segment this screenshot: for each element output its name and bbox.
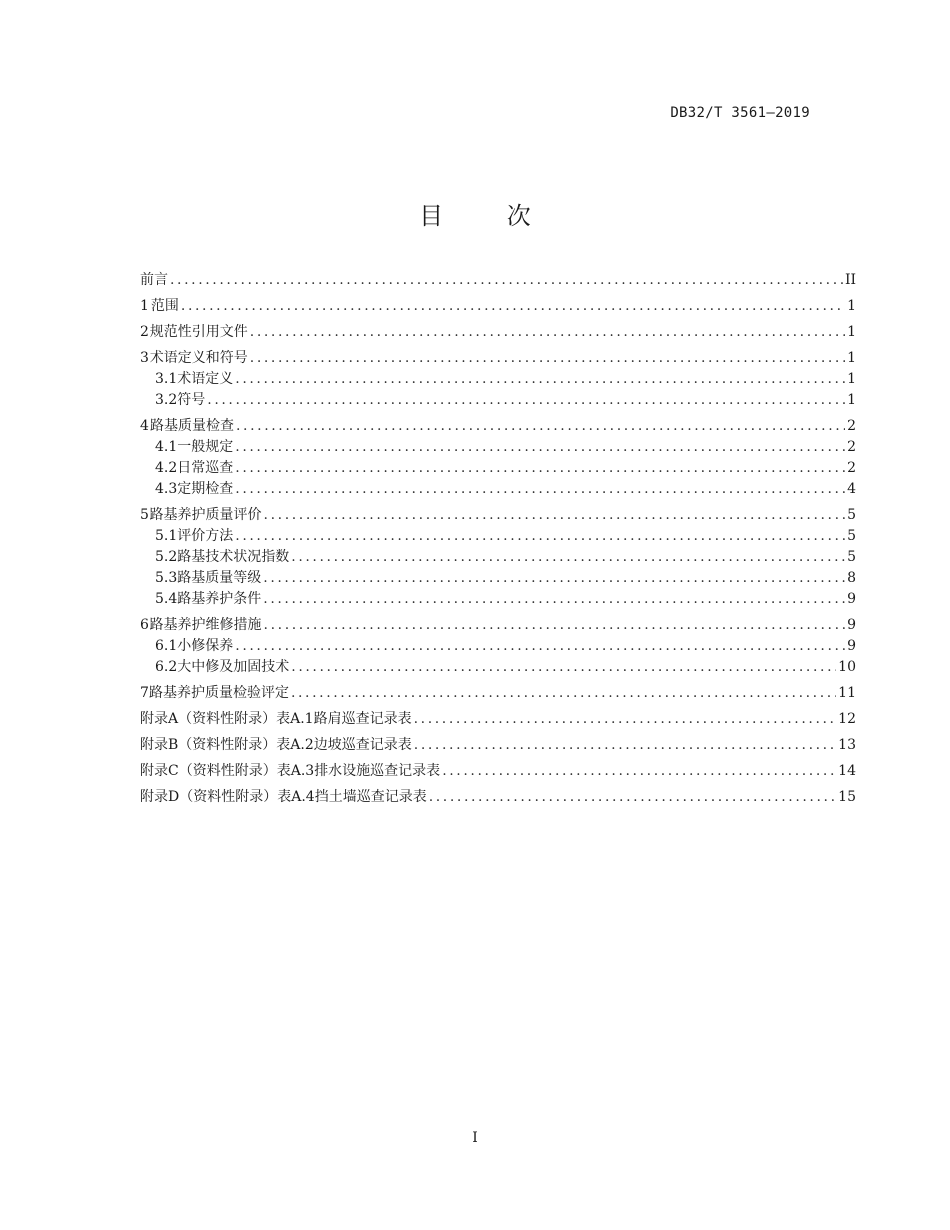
toc-entry-number: 4	[140, 418, 149, 434]
toc-entry-title: 定期检查	[177, 481, 234, 497]
toc-entry-title: 大中修及加固技术	[177, 659, 290, 675]
toc-entry-number: 6	[140, 617, 149, 633]
appendix-table-number: 表A.3	[276, 763, 315, 779]
toc-entry-number: 2	[140, 324, 149, 340]
dot-leader	[235, 458, 845, 479]
toc-entry-page: 5	[847, 549, 856, 565]
toc-entry-number: 1	[140, 298, 149, 314]
toc-entry[interactable]	[140, 296, 856, 317]
toc-entry-title: 前言	[140, 272, 168, 288]
appendix-label: 附录C（资料性附录）	[140, 763, 277, 779]
toc-entry-page: 9	[847, 638, 856, 654]
dot-leader	[429, 787, 836, 808]
toc-entry-number: 4.3	[155, 481, 178, 497]
toc-entry-page: 5	[847, 507, 856, 523]
toc-subentry[interactable]	[140, 568, 856, 589]
toc-entry-page: 8	[847, 570, 856, 586]
dot-leader	[264, 615, 846, 636]
appendix-page: 12	[838, 711, 856, 727]
toc-entry[interactable]	[140, 683, 856, 704]
toc-entry-title: 路基养护维修措施	[149, 617, 262, 633]
dot-leader	[250, 322, 845, 343]
appendix-title: 挡土墙巡查记录表	[314, 789, 427, 805]
toc-entry-title: 规范性引用文件	[149, 324, 248, 340]
dot-leader	[263, 589, 845, 610]
toc-entry-page: 1	[847, 350, 856, 366]
dot-leader	[414, 709, 837, 730]
toc-entry-number: 3.1	[155, 371, 178, 387]
toc-subentry[interactable]	[140, 589, 856, 610]
toc-entry-page: 9	[847, 617, 856, 633]
dot-leader	[291, 547, 845, 568]
dot-leader	[235, 526, 845, 547]
toc-entry-page: 11	[838, 685, 856, 701]
appendix-label: 附录B（资料性附录）	[140, 737, 277, 753]
toc-entry-title: 小修保养	[177, 638, 234, 654]
toc-subentry[interactable]	[140, 636, 856, 657]
toc-entry-number: 5.3	[155, 570, 178, 586]
toc-entry-page: 2	[847, 439, 856, 455]
dot-leader	[291, 657, 836, 678]
appendix-title: 路肩巡查记录表	[313, 711, 412, 727]
dot-leader	[235, 369, 845, 390]
appendix-page: 15	[838, 789, 856, 805]
toc-entry-title: 一般规定	[177, 439, 234, 455]
toc-subentry[interactable]	[140, 547, 856, 568]
toc-entry-title: 路基养护质量检验评定	[148, 685, 289, 701]
toc-appendix-entry[interactable]	[140, 735, 856, 756]
appendix-label: 附录A（资料性附录）	[140, 711, 277, 727]
dot-leader	[414, 735, 836, 756]
toc-entry[interactable]	[140, 348, 856, 369]
table-of-contents	[140, 270, 856, 808]
appendix-table-number: 表A.4	[277, 789, 315, 805]
toc-entry-number: 3.2	[155, 392, 178, 408]
toc-subentry[interactable]	[140, 526, 856, 547]
toc-entry-page: 1	[847, 324, 856, 340]
toc-entry-title: 日常巡查	[177, 460, 234, 476]
page-number: I	[472, 1130, 478, 1146]
toc-appendix-entry[interactable]	[140, 709, 856, 730]
toc-entry-number: 3	[140, 350, 149, 366]
dot-leader	[236, 416, 845, 437]
toc-entry[interactable]	[140, 322, 856, 343]
toc-subentry[interactable]	[140, 657, 856, 678]
dot-leader	[264, 505, 846, 526]
toc-appendix-entry[interactable]	[140, 787, 856, 808]
toc-heading: 目 次	[419, 202, 559, 230]
toc-entry-number: 7	[140, 685, 149, 701]
appendix-table-number: 表A.2	[276, 737, 314, 753]
toc-entry-page: 1	[847, 392, 856, 408]
toc-subentry[interactable]	[140, 437, 856, 458]
toc-entry-page: 10	[838, 659, 856, 675]
appendix-table-number: 表A.1	[276, 711, 314, 727]
dot-leader	[235, 437, 845, 458]
appendix-label: 附录D（资料性附录）	[140, 789, 278, 805]
toc-entry-title: 范围	[150, 298, 179, 314]
appendix-title: 排水设施巡查记录表	[314, 763, 441, 779]
toc-entry-title: 路基技术状况指数	[177, 549, 290, 565]
toc-subentry[interactable]	[140, 458, 856, 479]
toc-entry-number: 6.2	[155, 659, 178, 675]
toc-entry-title: 路基养护质量评价	[149, 507, 262, 523]
toc-entry[interactable]	[140, 615, 856, 636]
toc-entry-number: 5.1	[155, 528, 178, 544]
toc-entry-title: 术语定义	[177, 371, 234, 387]
toc-entry-page: 1	[847, 371, 856, 387]
toc-entry[interactable]	[140, 505, 856, 526]
toc-appendix-entry[interactable]	[140, 761, 856, 782]
toc-entry-number: 4.2	[155, 460, 178, 476]
toc-entry-title: 路基质量检查	[150, 418, 234, 434]
toc-entry-page: 2	[847, 460, 856, 476]
toc-entry-number: 5.2	[155, 549, 178, 565]
toc-entry-title: 路基质量等级	[177, 570, 262, 586]
dot-leader	[207, 390, 845, 411]
appendix-page: 14	[838, 763, 856, 779]
dot-leader	[263, 568, 845, 589]
toc-entry-number: 4.1	[155, 439, 178, 455]
dot-leader	[235, 636, 845, 657]
toc-subentry[interactable]	[140, 390, 856, 411]
dot-leader	[250, 348, 845, 369]
toc-subentry[interactable]	[140, 479, 856, 500]
toc-subentry[interactable]	[140, 369, 856, 390]
toc-entry-page: 9	[847, 591, 856, 607]
toc-entry-title: 评价方法	[177, 528, 234, 544]
dot-leader	[235, 479, 845, 500]
toc-entry-page: 4	[847, 481, 856, 497]
dot-leader	[181, 296, 845, 317]
appendix-page: 13	[838, 737, 856, 753]
toc-entry-number: 5	[140, 507, 149, 523]
toc-entry-page: 5	[847, 528, 856, 544]
toc-entry-page: II	[844, 272, 856, 288]
toc-entry[interactable]	[140, 270, 856, 291]
appendix-title: 边坡巡查记录表	[313, 737, 412, 753]
toc-entry[interactable]	[140, 416, 856, 437]
dot-leader	[170, 270, 843, 291]
toc-entry-number: 6.1	[155, 638, 178, 654]
toc-entry-number: 5.4	[155, 591, 178, 607]
dot-leader	[442, 761, 836, 782]
dot-leader	[291, 683, 836, 704]
toc-entry-page: 1	[847, 298, 856, 314]
toc-entry-title: 符号	[177, 392, 206, 408]
toc-entry-title: 路基养护条件	[177, 591, 262, 607]
toc-entry-title: 术语定义和符号	[149, 350, 248, 366]
document-code: DB32/T 3561—2019	[670, 105, 810, 121]
toc-entry-page: 2	[847, 418, 856, 434]
